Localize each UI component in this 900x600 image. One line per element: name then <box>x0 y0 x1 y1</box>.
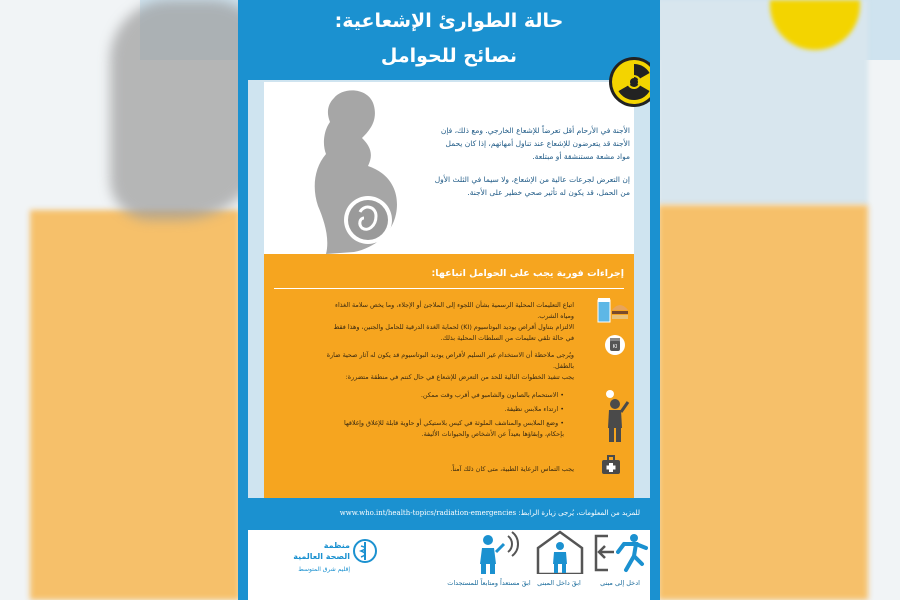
more-info-label: للمزيد من المعلومات، يُرجى زيارة الرابط: <box>518 509 640 517</box>
who-region: إقليم شرق المتوسط <box>298 566 350 573</box>
action-item-1: اتباع التعليمات المحلية الرسمية بشأن اللجوء إلى الملاجئ أو الإجلاء، وما يخص سلامة الغذاء ومياه الشرب. <box>335 301 574 320</box>
pregnant-woman-icon <box>304 88 424 254</box>
who-emblem-icon <box>352 538 378 564</box>
title-line-1: حالة الطوارئ الإشعاعية: <box>334 10 564 32</box>
more-info-link[interactable]: www.who.int/health-topics/radiation-emergencies <box>339 509 517 517</box>
action-item-2: الالتزام بتناول أقراص يوديد البوتاسيوم (KI) لحماية الغدة الدرقية للحامل والجنين، وهذا فقط في حالة تلقي تعليمات من السلطات المحلية بذلك. <box>333 323 574 342</box>
step-item: • ارتداء ملابس نظيفة. <box>504 405 564 413</box>
poster <box>238 0 660 600</box>
stay-inside-label: ابقَ داخل المبنى <box>537 579 581 587</box>
step-item: • وضع الملابس والمناشف الملوثة في كيس بلاستيكي أو حاوية قابلة للإغلاق وإغلاقها بإحكام، وإبقاؤها بعيداً عن الأشخاص والحيوانات الأليفة. <box>344 419 564 438</box>
svg-text:KI: KI <box>612 344 618 350</box>
step-item: • الاستحمام بالصابون والشامبو في أقرب وقت ممكن. <box>420 391 564 399</box>
medical-kit-icon <box>600 452 626 476</box>
steps-list <box>324 390 564 440</box>
go-inside-icon <box>594 530 650 574</box>
intro-paragraph-1: الأجنة في الأرحام أقل تعرضاً للإشعاع الخارجي. ومع ذلك، فإن الأجنة قد يتعرضون للإشعاع عند تناول أمهاتهم، إذا كان يحمل مواد مشعة مستنشقة أو مبتلعة. <box>440 126 630 161</box>
poster-header <box>248 0 650 80</box>
step-text: ارتداء ملابس نظيفة. <box>504 405 559 413</box>
radiation-hazard-icon <box>608 56 660 108</box>
showering-person-icon <box>602 390 632 444</box>
more-info-band <box>248 498 650 530</box>
stay-tuned-label: ابقَ مستعداً ومتابعاً للمستجدات <box>447 579 531 587</box>
actions-heading: إجراءات فورية يجب على الحوامل اتباعها: <box>431 268 624 279</box>
stay-inside-icon <box>532 530 588 574</box>
intro-text <box>434 124 630 209</box>
action-item-3: ويُرجى ملاحظة أن الاستخدام غير السليم لأقراص يوديد البوتاسيوم قد يكون له آثار صحية ضارة بالطفل. <box>326 351 574 370</box>
intro-paragraph-2: إن التعرض لجرعات عالية من الإشعاع، ولا سيما في الثلث الأول من الحمل، قد يكون له تأثير صحي خطير على الأجنة. <box>434 175 630 197</box>
intro-panel <box>264 82 634 254</box>
actions-panel <box>264 254 634 498</box>
who-logo <box>260 536 370 586</box>
food-water-icon <box>596 294 630 324</box>
title-line-2: نصائح للحوامل <box>380 45 518 67</box>
stay-tuned-icon <box>466 530 522 574</box>
more-info-text <box>248 509 650 517</box>
bottom-strip <box>248 530 650 600</box>
steps-intro: يجب تنفيذ الخطوات التالية للحد من التعرض للإشعاع في حال كنتم في منطقة متضررة: <box>345 373 574 381</box>
go-inside-label: ادخل إلى مبنى <box>600 579 640 587</box>
bg-orange-panel-left <box>30 210 240 600</box>
step-text: وضع الملابس والمناشف الملوثة في كيس بلاستيكي أو حاوية قابلة للإغلاق وإغلاقها بإحكام، وإبقاؤها بعيداً عن الأشخاص والحيوانات الأليفة. <box>344 419 564 438</box>
actions-divider <box>274 288 624 289</box>
bg-orange-panel-right <box>658 205 868 600</box>
step-text: الاستحمام بالصابون والشامبو في أقرب وقت ممكن. <box>420 391 559 399</box>
medical-care-text: يجب التماس الرعاية الطبية، متى كان ذلك آمناً. <box>450 465 574 473</box>
pill-bottle-icon <box>604 334 626 356</box>
who-name: منظمة الصحة العالمية <box>293 541 350 561</box>
